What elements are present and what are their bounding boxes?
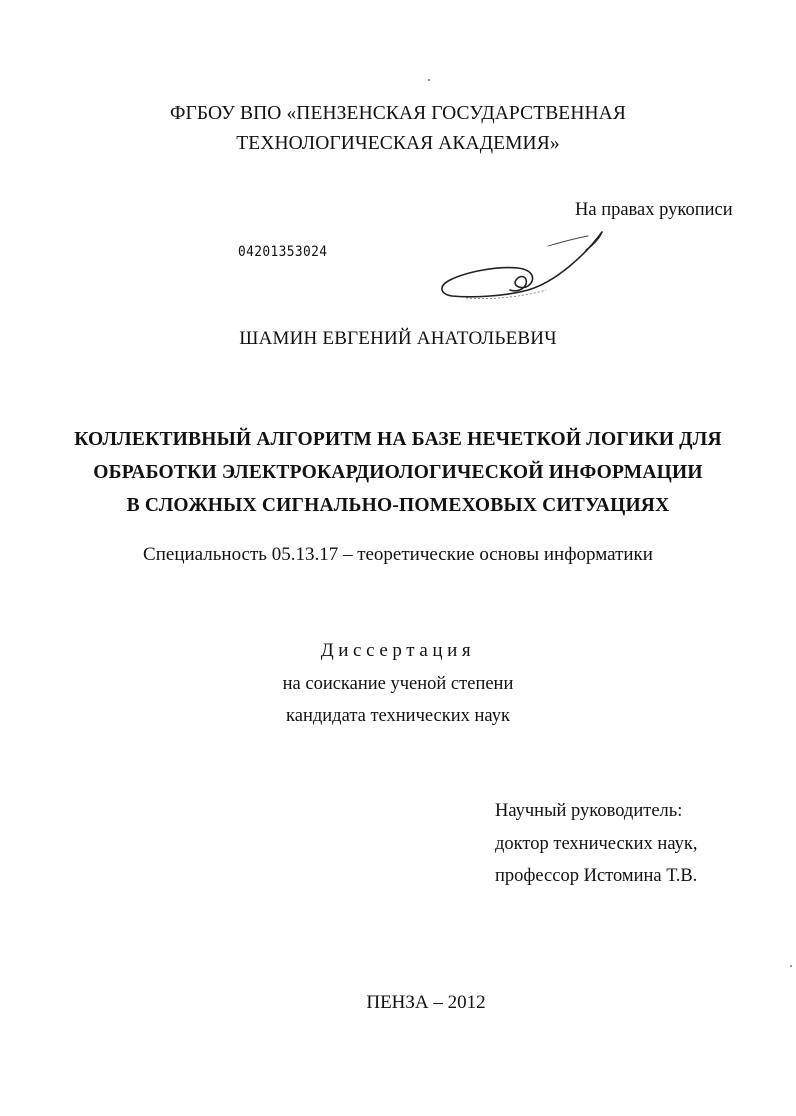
title-line-3: В СЛОЖНЫХ СИГНАЛЬНО-ПОМЕХОВЫХ СИТУАЦИЯХ <box>126 495 670 516</box>
scan-speck <box>790 965 792 967</box>
manuscript-rights-note: На правах рукописи <box>575 200 733 220</box>
title-line-2: ОБРАБОТКИ ЭЛЕКТРОКАРДИОЛОГИЧЕСКОЙ ИНФОРМАЦИИ <box>93 462 703 483</box>
dissertation-title <box>0 423 796 522</box>
supervisor-heading: Научный руководитель: <box>495 801 683 821</box>
document-type-label: Диссертация <box>320 640 476 661</box>
handwritten-signature-icon <box>436 224 616 310</box>
supervisor-name: профессор Истомина Т.В. <box>495 866 698 886</box>
supervisor-degree: доктор технических наук, <box>495 834 698 854</box>
organization-line-1: ФГБОУ ВПО «ПЕНЗЕНСКАЯ ГОСУДАРСТВЕННАЯ <box>170 103 626 124</box>
city-year: ПЕНЗА – 2012 <box>366 992 486 1013</box>
degree-line-2: кандидата технических наук <box>286 706 510 726</box>
scan-speck <box>428 79 430 81</box>
author-name: ШАМИН ЕВГЕНИЙ АНАТОЛЬЕВИЧ <box>239 328 557 349</box>
archive-number: 04201353024 <box>238 244 328 260</box>
degree-line-1: на соискание ученой степени <box>282 674 514 694</box>
specialty: Специальность 05.13.17 – теоретические основы информатики <box>143 544 653 565</box>
organization-name <box>0 99 796 159</box>
organization-line-2: ТЕХНОЛОГИЧЕСКАЯ АКАДЕМИЯ» <box>236 133 560 154</box>
title-line-1: КОЛЛЕКТИВНЫЙ АЛГОРИТМ НА БАЗЕ НЕЧЕТКОЙ ЛОГИКИ ДЛЯ <box>74 429 722 450</box>
